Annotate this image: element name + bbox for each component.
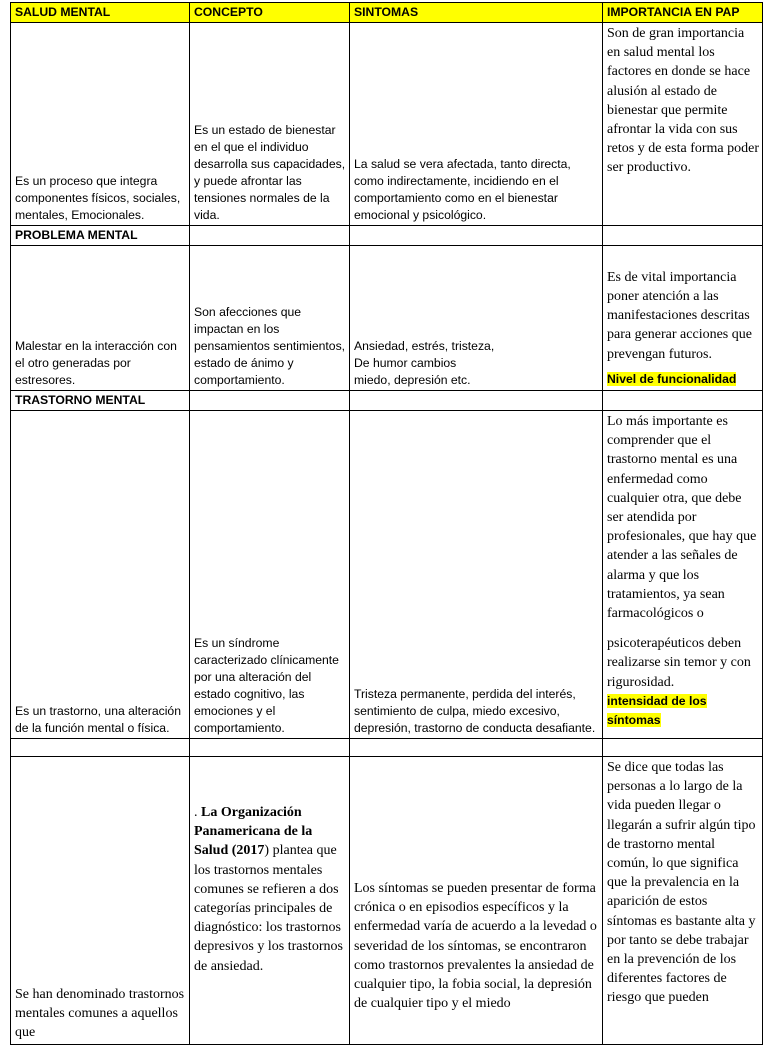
header-salud-mental: SALUD MENTAL — [11, 3, 190, 23]
problema-mental-concepto: Son afecciones que impactan en los pensamientos sentimientos, estado de ánimo y comportamiento. — [190, 246, 350, 391]
highlight-intensidad-sintomas: intensidad de los síntomas — [607, 693, 707, 728]
row-trastornos-comunes — [11, 757, 763, 1045]
header-concepto: CONCEPTO — [190, 3, 350, 23]
salud-mental-importancia: Son de gran importancia en salud mental los factores en donde se hace alusión al estado de bienestar que permite afrontar la vida con sus retos y de esta forma poder ser productivo. — [603, 23, 763, 226]
row-problema-mental — [11, 246, 763, 391]
row-trastorno-mental — [11, 411, 763, 739]
trastorno-mental-concepto: Es un síndrome caracterizado clínicamente por una alteración del estado cognitivo, las emociones y el comportamiento. — [190, 411, 350, 739]
section-trastorno-mental: TRASTORNO MENTAL — [11, 391, 190, 411]
header-sintomas: SINTOMAS — [350, 3, 603, 23]
section-row-trastorno — [11, 391, 763, 411]
trastorno-mental-definicion: Es un trastorno, una alteración de la función mental o física. — [11, 411, 190, 739]
highlight-nivel-funcionalidad: Nivel de funcionalidad — [607, 371, 737, 386]
mental-health-table — [10, 2, 763, 1045]
comunes-definicion: Se han denominado trastornos mentales comunes a aquellos que — [11, 757, 190, 1045]
comunes-concepto: . La Organización Panamericana de la Salud (2017) plantea que los trastornos mentales comunes se refieren a dos categorías principales de diagnóstico: los trastornos depresivos y los trastornos de ansiedad. — [190, 757, 350, 1045]
comunes-sintomas: Los síntomas se pueden presentar de forma crónica o en episodios específicos y la enfermedad varía de acuerdo a la levedad o severidad de los síntomas, se encontraron como trastornos prevalentes la ansiedad de cualquier tipo, la fobia social, la depresión de cualquier tipo y el miedo — [350, 757, 603, 1045]
trastorno-mental-importancia: Lo más importante es comprender que el trastorno mental es una enfermedad como cualquier otra, que debe ser atendida por profesionales, que hay que atender a las señales de alarma y que los tratamientos, ya sean farmacológicos o psicoterapéuticos deben realizarse sin temor y con rigurosidad. intensidad de los síntomas — [603, 411, 763, 739]
section-row-problema — [11, 226, 763, 246]
salud-mental-concepto: Es un estado de bienestar en el que el individuo desarrolla sus capacidades, y puede afrontar las tensiones normales de la vida. — [190, 23, 350, 226]
problema-mental-importancia: Es de vital importancia poner atención a las manifestaciones descritas para generar acciones que prevengan futuros. Nivel de funcionalidad — [603, 246, 763, 391]
row-salud-mental — [11, 23, 763, 226]
trastorno-mental-sintomas: Tristeza permanente, perdida del interés, sentimiento de culpa, miedo excesivo, depresión, trastorno de conducta desafiante. — [350, 411, 603, 739]
problema-mental-sintomas: Ansiedad, estrés, tristeza, De humor cambios miedo, depresión etc. — [350, 246, 603, 391]
salud-mental-sintomas: La salud se vera afectada, tanto directa, como indirectamente, incidiendo en el comportamiento como en el bienestar emocional y psicológico. — [350, 23, 603, 226]
section-problema-mental: PROBLEMA MENTAL — [11, 226, 190, 246]
comunes-importancia: Se dice que todas las personas a lo largo de la vida pueden llegar o llegarán a sufrir algún tipo de trastorno mental común, lo que significa que la prevalencia en la aparición de estos síntomas es bastante alta y por tanto se debe trabajar en la prevención de los diferentes factores de riesgo que pueden — [603, 757, 763, 1045]
header-row — [11, 3, 763, 23]
header-importancia: IMPORTANCIA EN PAP — [603, 3, 763, 23]
empty-row — [11, 739, 763, 757]
problema-mental-definicion: Malestar en la interacción con el otro generadas por estresores. — [11, 246, 190, 391]
salud-mental-definicion: Es un proceso que integra componentes físicos, sociales, mentales, Emocionales. — [11, 23, 190, 226]
